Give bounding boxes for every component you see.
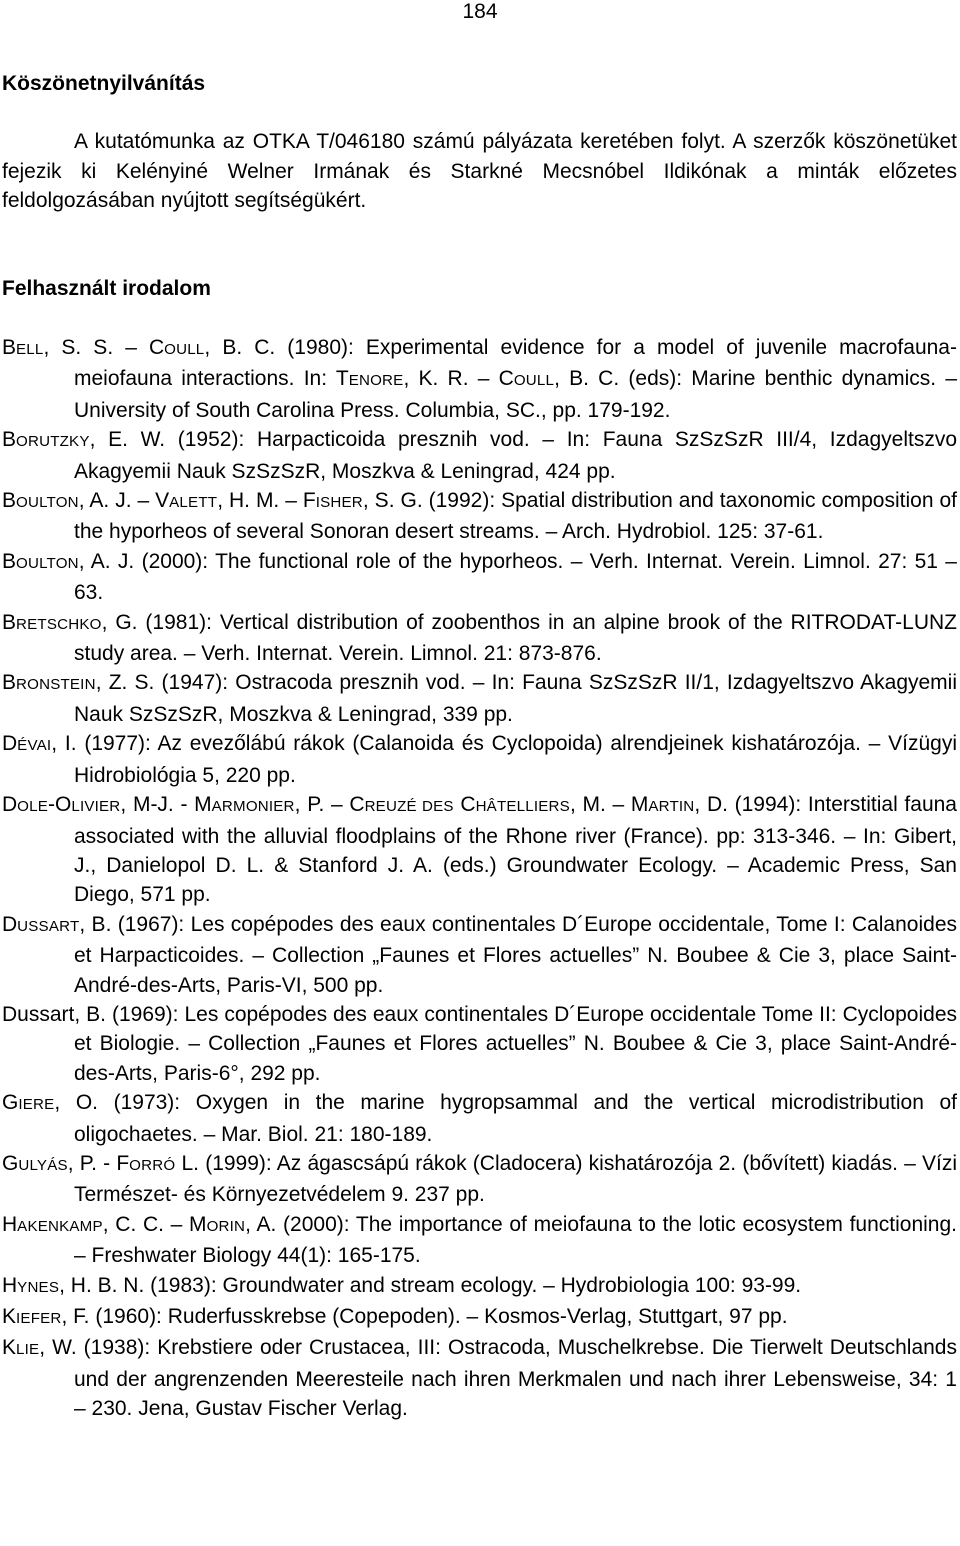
author-smallcaps: ARTIN bbox=[648, 798, 695, 816]
reference-hynes-1983 bbox=[2, 1271, 957, 1302]
reference-list bbox=[2, 333, 957, 1424]
author-smallcaps: ENORE bbox=[348, 372, 404, 390]
reference-boulton-2000 bbox=[2, 547, 957, 608]
reference-text: , G. (1981): Vertical distribution of zoobenthos in an alpine brook of the RITRODAT-LUNZ study area. – Verh. Internat. Verein. Limnol. 21: 873-876. bbox=[74, 610, 957, 666]
author-smallcaps: OULTON bbox=[16, 554, 79, 572]
author-smallcaps: RONSTEIN bbox=[16, 676, 96, 694]
reference-gulyas-1999 bbox=[2, 1149, 957, 1210]
reference-text: , M-J. - M bbox=[120, 793, 212, 817]
reference-text: , B. (1967): Les copépodes des eaux continentales D´Europe occidentale, Tome I: Calanoides et Harpacticoides. – Collection „Faunes et Flores actuelles” N. Boubee & Cie 3, place Saint-André-des-Arts, Paris-VI, 500 pp. bbox=[74, 912, 957, 997]
author-smallcaps: ORUTZKY bbox=[16, 433, 90, 451]
reference-text: , K. R. – C bbox=[403, 367, 514, 391]
reference-dole-olivier-1994 bbox=[2, 790, 957, 910]
reference-text: , O. (1973): Oxygen in the marine hygropsammal and the vertical microdistribution of oligochaetes. – Mar. Biol. 21: 180-189. bbox=[54, 1091, 957, 1146]
reference-text: , A. J. (2000): The functional role of the hyporheos. – Verh. Internat. Verein. Limnol. 27: 51 – 63. bbox=[74, 549, 957, 605]
author-initial: H bbox=[2, 1212, 18, 1236]
author-smallcaps: HÂTELLIERS bbox=[475, 798, 570, 816]
reference-devai-1977 bbox=[2, 729, 957, 790]
author-smallcaps: YNES bbox=[17, 1278, 60, 1296]
reference-dussart-1969 bbox=[2, 1000, 957, 1088]
author-smallcaps: OULL bbox=[164, 341, 205, 358]
reference-text: , F. (1960): Ruderfusskrebse (Copepoden). – Kosmos-Verlag, Stuttgart, 97 pp. bbox=[61, 1305, 788, 1328]
reference-text: , W. (1938): Krebstiere oder Crustacea, III: Ostracoda, Muschelkrebse. Die Tierwelt Deutschlands und der angrenzenden Meeresteile nach ihren Merkmalen und nach ihrer Lebensweise, 34: 1 – 230. Jena, Gustav Fischer Verlag. bbox=[39, 1336, 957, 1421]
reference-text: Dussart, B. (1969): Les copépodes des eaux continentales D´Europe occidentale Tome II: Cyclopoides et Biologie. – Collection „Faunes et Flores actuelles” N. Boubee & Cie 3, place Saint-André-des-Arts, Paris-6°, 292 pp. bbox=[2, 1002, 957, 1085]
author-initial: B bbox=[2, 336, 17, 359]
author-smallcaps: AKENKAMP bbox=[17, 1217, 103, 1235]
author-initial: B bbox=[2, 671, 17, 695]
author-initial: B bbox=[2, 549, 17, 573]
author-smallcaps: ULYÁS bbox=[18, 1156, 68, 1174]
author-initial: D bbox=[2, 912, 18, 936]
author-initial: K bbox=[2, 1305, 17, 1328]
reference-text: , I. (1977): Az evezőlábú rákok (Calanoida és Cyclopoida) alrendjeinek kishatározója. – Vízügyi Hidrobiológia 5, 220 pp. bbox=[51, 732, 957, 787]
author-smallcaps: OULL bbox=[513, 372, 555, 390]
reference-bretschko-1981 bbox=[2, 608, 957, 669]
reference-text: , P. - F bbox=[67, 1151, 130, 1175]
reference-text: -O bbox=[48, 793, 72, 817]
author-initial: B bbox=[2, 610, 17, 634]
reference-text: , H. M. – F bbox=[217, 489, 316, 513]
reference-text: , A. J. – V bbox=[78, 489, 170, 513]
reference-boulton-1992 bbox=[2, 486, 957, 547]
reference-text: , S. S. bbox=[43, 336, 126, 359]
author-smallcaps: ÉVAI bbox=[17, 737, 52, 755]
author-initial: D bbox=[2, 793, 18, 817]
page-number: 184 bbox=[462, 0, 498, 23]
author-smallcaps: LIE bbox=[16, 1341, 40, 1359]
author-smallcaps: REUZÉ DES bbox=[364, 798, 454, 816]
reference-text: , H. B. N. (1983): Groundwater and stream ecology. – Hydrobiologia 100: 93-99. bbox=[59, 1273, 802, 1297]
author-smallcaps: LIVIER bbox=[71, 798, 121, 816]
author-initial: G bbox=[2, 1091, 19, 1115]
reference-text: , E. W. (1952): Harpacticoida presznih vod. – In: Fauna SzSzSzR III/4, Izdagyeltszvo Akagyemii Nauk SzSzSzR, Moszkva & Leningrad, 424 pp. bbox=[74, 428, 957, 483]
reference-text: C bbox=[453, 793, 476, 817]
references-heading: Felhasznált irodalom bbox=[2, 277, 211, 300]
author-smallcaps: IERE bbox=[18, 1096, 55, 1114]
reference-borutzky-1952 bbox=[2, 425, 957, 486]
reference-text: L. (1999): Az ágascsápú rákok (Cladocera) kishatározója 2. (bővített) kiadás. – Vízi Természet- és Környezetvédelem 9. 237 pp. bbox=[74, 1151, 957, 1207]
author-smallcaps: OULTON bbox=[16, 494, 79, 512]
reference-bronstein-1947 bbox=[2, 668, 957, 729]
reference-dussart-1967 bbox=[2, 910, 957, 1000]
author-smallcaps: ALETT bbox=[169, 494, 218, 512]
reference-text: , M. – M bbox=[569, 793, 649, 817]
reference-text: , D. (1994): Interstitial fauna associated with the alluvial floodplains of the Rhone river (France). pp: 313-346. – In: Gibert, J., Danielopol D. L. & Stanford J. A. (eds.) Groundwater Ecology. – Academic Press, San Diego, 571 pp. bbox=[74, 793, 957, 907]
reference-kiefer-1960 bbox=[2, 1302, 957, 1333]
acknowledgements-paragraph: A kutatómunka az OTKA T/046180 számú pályázata keretében folyt. A szerzők köszönetüket fejezik ki Kelényiné Welner Irmának és Starkné Mecsnóbel Ildikónak a minták előzetes feldolgozásában nyújtott segítségükért. bbox=[2, 130, 957, 212]
author-initial: H bbox=[2, 1273, 18, 1297]
reference-text: , C. C. – M bbox=[102, 1212, 207, 1236]
author-initial: B bbox=[2, 489, 17, 513]
author-initial: D bbox=[2, 732, 18, 756]
reference-text: C bbox=[136, 336, 165, 359]
reference-text: (1980): Experimental evidence for a model of juvenile macrofauna-meiofauna interactions. In: T bbox=[74, 336, 957, 391]
author-smallcaps: USSART bbox=[17, 917, 80, 935]
reference-text: , S. G. (1992): Spatial distribution and taxonomic composition of the hyporheos of several Sonoran desert streams. – Arch. Hydrobiol. 125: 37-61. bbox=[74, 489, 957, 544]
author-smallcaps: ISHER bbox=[315, 494, 363, 512]
reference-klie-1938 bbox=[2, 1333, 957, 1423]
reference-text: , B. C. (eds): Marine benthic dynamics. – University of South Carolina Press. Columbia, SC., pp. 179-192. bbox=[74, 367, 958, 422]
reference-giere-1973 bbox=[2, 1088, 957, 1149]
author-smallcaps: ORIN bbox=[206, 1217, 246, 1235]
reference-bell-1980 bbox=[2, 333, 957, 425]
author-smallcaps: OLE bbox=[17, 798, 49, 816]
author-initial: B bbox=[2, 428, 17, 452]
reference-text: , B. C. bbox=[204, 336, 276, 359]
author-initial: K bbox=[2, 1336, 17, 1360]
reference-text: , Z. S. (1947): Ostracoda presznih vod. – In: Fauna SzSzSzR II/1, Izdagyeltszvo Akagyemii Nauk SzSzSzR, Moszkva & Leningrad, 339 pp. bbox=[74, 671, 957, 726]
author-smallcaps: RETSCHKO bbox=[16, 615, 102, 633]
author-smallcaps: IEFER bbox=[16, 1310, 62, 1327]
author-smallcaps: ARMONIER bbox=[211, 798, 295, 816]
reference-text: , A. (2000): The importance of meiofauna to the lotic ecosystem functioning. – Freshwater Biology 44(1): 165-175. bbox=[74, 1212, 957, 1268]
author-initial: G bbox=[2, 1151, 19, 1175]
author-smallcaps: ORRÓ bbox=[129, 1156, 176, 1174]
reference-hakenkamp-2000 bbox=[2, 1210, 957, 1271]
reference-text: , P. – C bbox=[294, 793, 365, 817]
reference-text: – bbox=[125, 336, 137, 359]
author-smallcaps: ELL bbox=[16, 341, 44, 358]
acknowledgements-heading: Köszönetnyilvánítás bbox=[2, 72, 206, 95]
